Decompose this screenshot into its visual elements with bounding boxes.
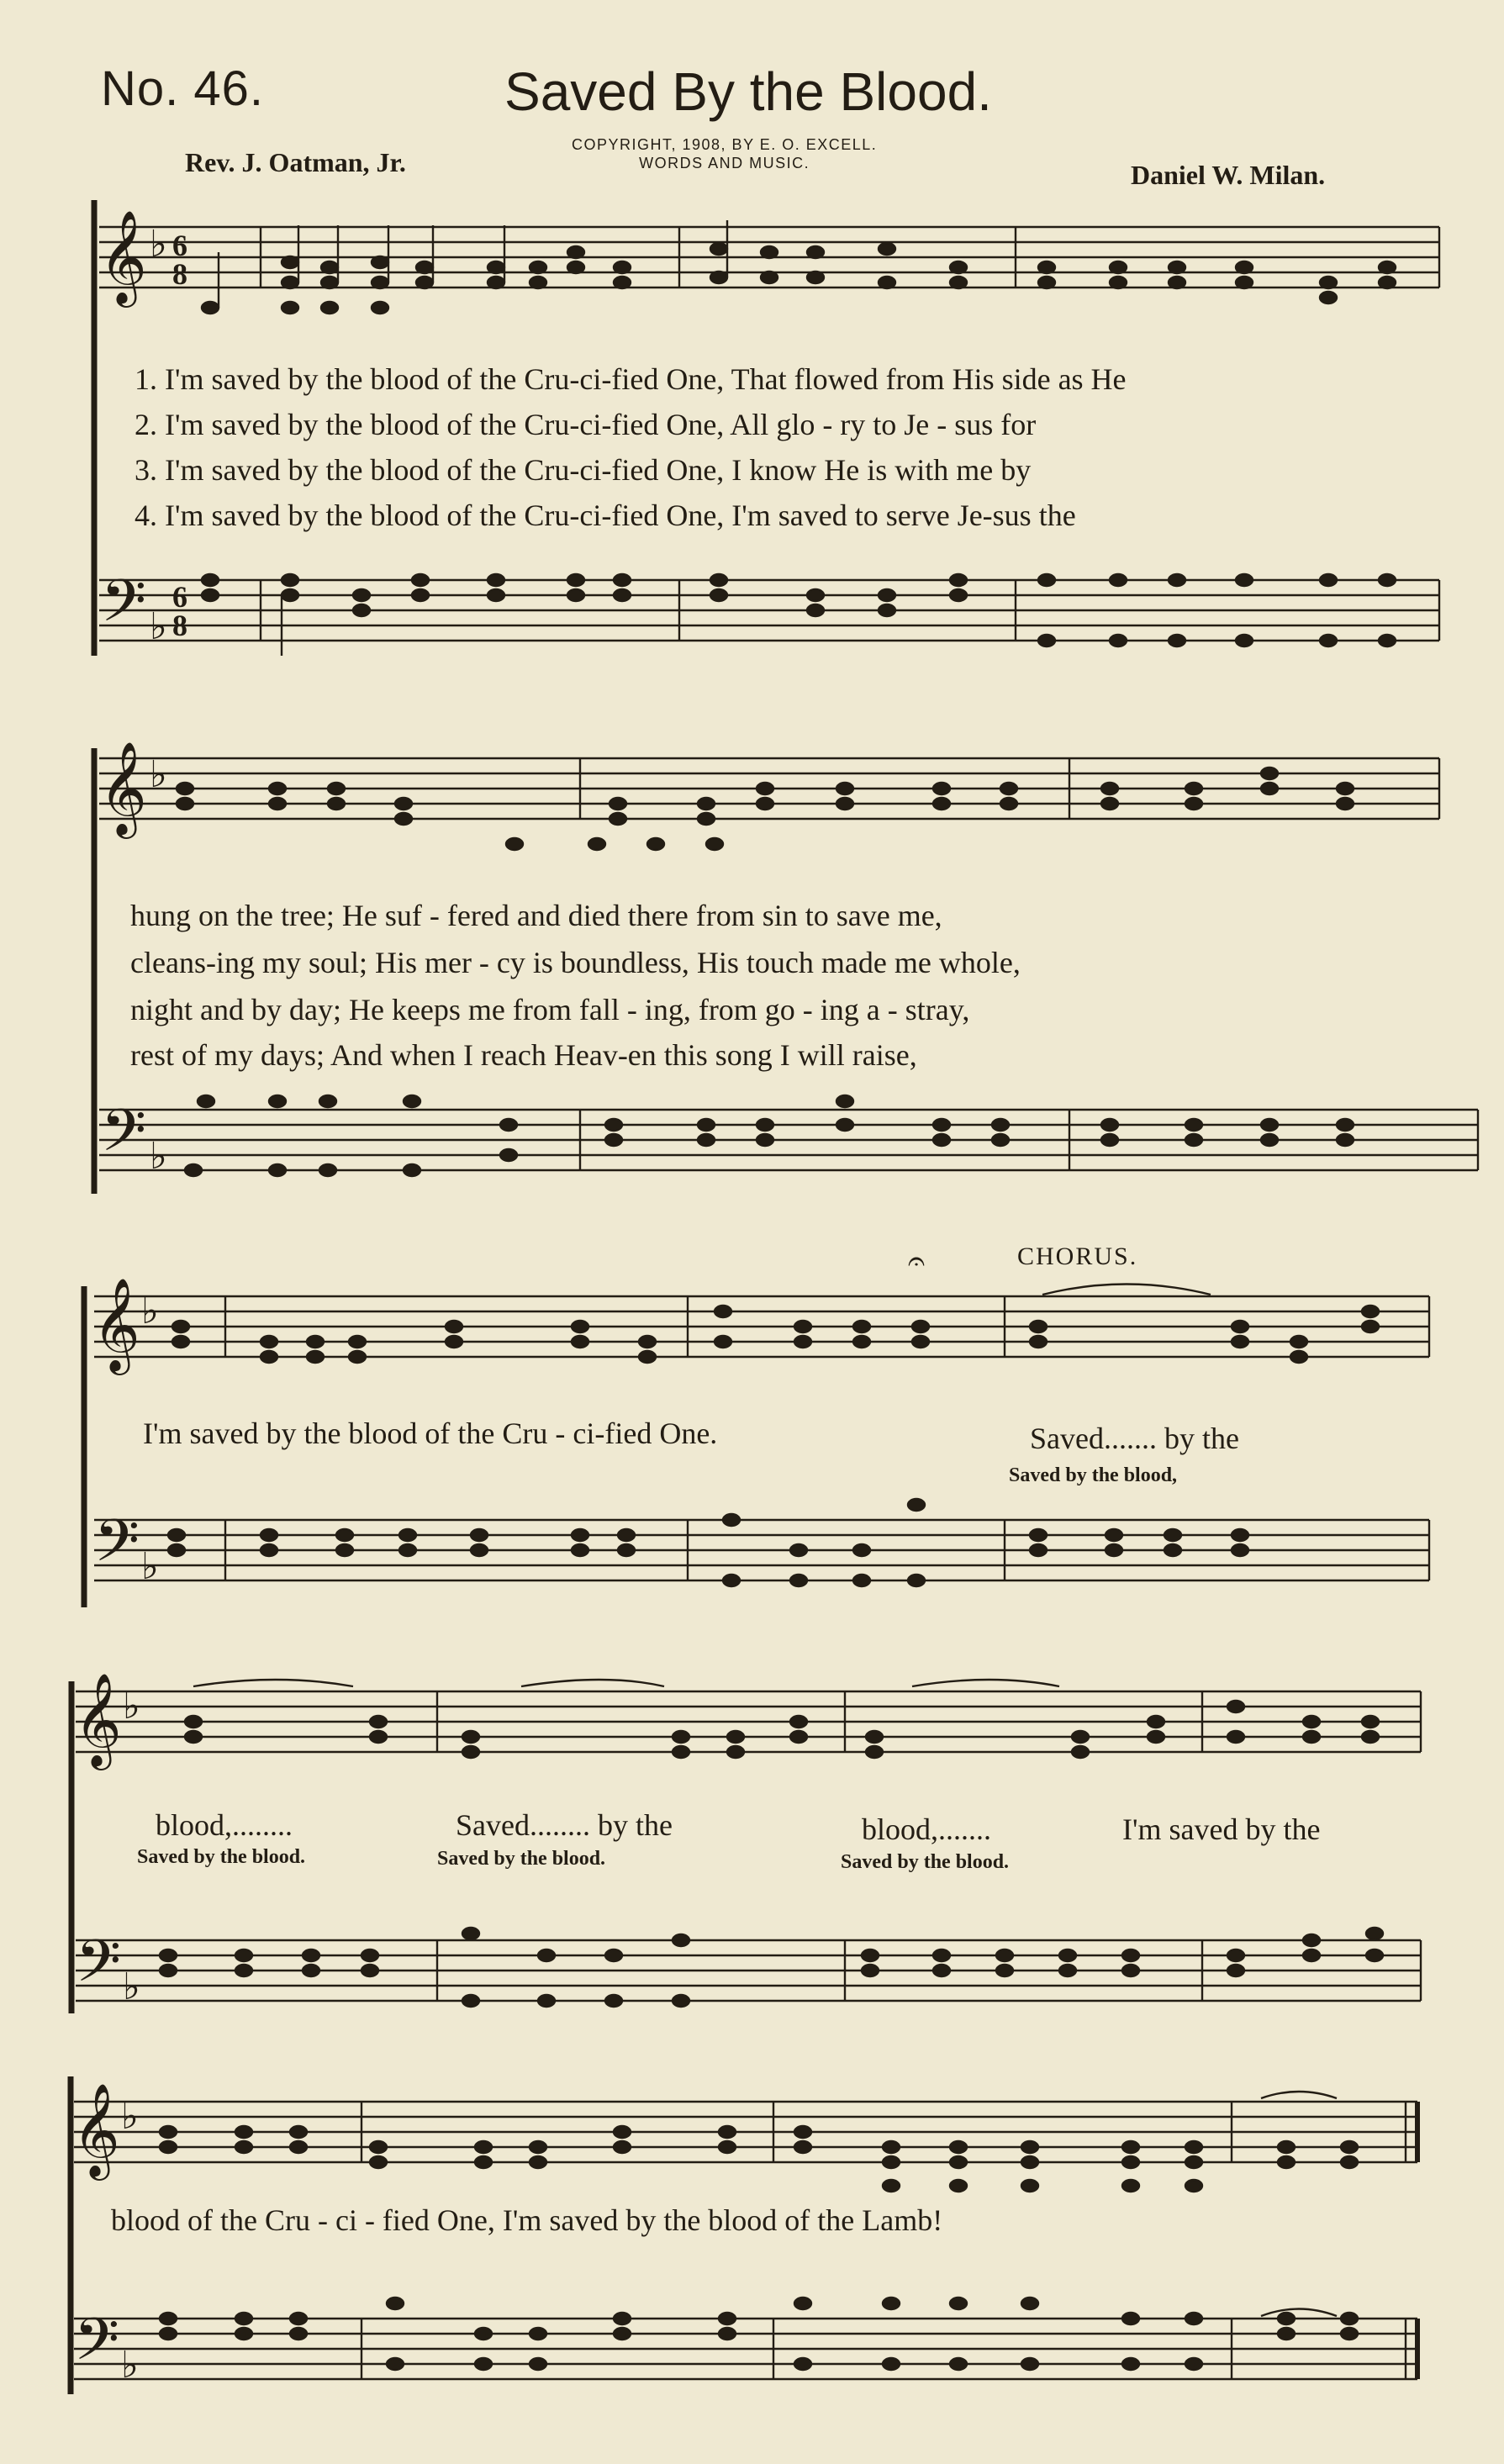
verse-4-line-1: 4. I'm saved by the blood of the Cru-ci-fied One, I'm saved to serve Je-sus the bbox=[135, 499, 1076, 532]
line-4-alto-lyric-a: Saved by the blood. bbox=[137, 1846, 306, 1868]
svg-text:♭: ♭ bbox=[150, 753, 167, 796]
line-3-lyric: I'm saved by the blood of the Cru - ci-fied One. bbox=[143, 1417, 718, 1450]
svg-text:𝄢: 𝄢 bbox=[101, 1096, 147, 1179]
chorus-label: CHORUS. bbox=[1017, 1243, 1138, 1270]
verse-2-line-1: 2. I'm saved by the blood of the Cru-ci-fied One, All glo - ry to Je - sus for bbox=[135, 408, 1037, 441]
svg-text:𝄢: 𝄢 bbox=[76, 1927, 122, 2009]
line-4-lyric-c: blood,....... bbox=[862, 1812, 992, 1846]
verse-1-line-2: hung on the tree; He suf - fered and died there from sin to save me, bbox=[130, 899, 942, 932]
svg-text:6: 6 bbox=[172, 580, 187, 614]
verse-3-line-1: 3. I'm saved by the blood of the Cru-ci-fied One, I know He is with me by bbox=[135, 453, 1032, 487]
svg-text:♭: ♭ bbox=[141, 1290, 159, 1332]
svg-text:𝄞: 𝄞 bbox=[99, 741, 147, 835]
hymn-title: Saved By the Blood. bbox=[504, 61, 992, 122]
line-4-alto-lyric-c: Saved by the blood. bbox=[841, 1851, 1010, 1873]
composer-credit: Daniel W. Milan. bbox=[1131, 160, 1326, 190]
line-4-lyric-a: blood,........ bbox=[156, 1808, 293, 1842]
verse-3-line-2: night and by day; He keeps me from fall - ing, from go - ing a - stray, bbox=[130, 993, 970, 1026]
svg-text:♭: ♭ bbox=[150, 1135, 167, 1178]
chorus-lyric-1: Saved....... by the bbox=[1030, 1422, 1239, 1455]
svg-text:𝄞: 𝄞 bbox=[99, 209, 147, 303]
svg-text:𝄞: 𝄞 bbox=[92, 1277, 140, 1371]
verse-2-line-2: cleans-ing my soul; His mer - cy is boundless, His touch made me whole, bbox=[130, 946, 1021, 979]
line-4-alto-lyric-b: Saved by the blood. bbox=[437, 1848, 606, 1870]
svg-text:𝄢: 𝄢 bbox=[74, 2305, 120, 2387]
svg-text:♭: ♭ bbox=[121, 2344, 139, 2387]
verse-1-line-1: 1. I'm saved by the blood of the Cru-ci-fied One, That flowed from His side as He bbox=[135, 362, 1127, 396]
svg-text:8: 8 bbox=[172, 257, 187, 291]
svg-text:8: 8 bbox=[172, 609, 187, 642]
svg-text:♭: ♭ bbox=[150, 605, 167, 648]
svg-text:𝄐: 𝄐 bbox=[908, 1244, 926, 1279]
svg-text:𝄢: 𝄢 bbox=[94, 1506, 140, 1589]
copyright-line-2: WORDS AND MUSIC. bbox=[639, 154, 810, 171]
svg-text:♭: ♭ bbox=[123, 1685, 140, 1728]
svg-text:♭: ♭ bbox=[150, 223, 167, 266]
svg-text:6: 6 bbox=[172, 229, 187, 262]
svg-text:𝄞: 𝄞 bbox=[74, 1672, 122, 1766]
svg-text:♭: ♭ bbox=[121, 2095, 139, 2138]
svg-text:♭: ♭ bbox=[141, 1545, 159, 1588]
line-4-lyric-d: I'm saved by the bbox=[1122, 1812, 1321, 1846]
verse-4-line-2: rest of my days; And when I reach Heav-en this song I will raise, bbox=[130, 1038, 917, 1072]
hymn-number: No. 46. bbox=[101, 61, 264, 116]
line-4-lyric-b: Saved........ by the bbox=[456, 1808, 673, 1842]
copyright-line-1: COPYRIGHT, 1908, BY E. O. EXCELL. bbox=[572, 136, 878, 153]
lyricist-credit: Rev. J. Oatman, Jr. bbox=[185, 147, 406, 177]
chorus-alto-lyric-1: Saved by the blood, bbox=[1009, 1464, 1178, 1486]
svg-text:♭: ♭ bbox=[123, 1965, 140, 2008]
line-5-lyric: blood of the Cru - ci - fied One, I'm saved by the blood of the Lamb! bbox=[111, 2203, 943, 2237]
svg-text:𝄢: 𝄢 bbox=[101, 567, 147, 649]
svg-text:𝄞: 𝄞 bbox=[72, 2082, 120, 2176]
